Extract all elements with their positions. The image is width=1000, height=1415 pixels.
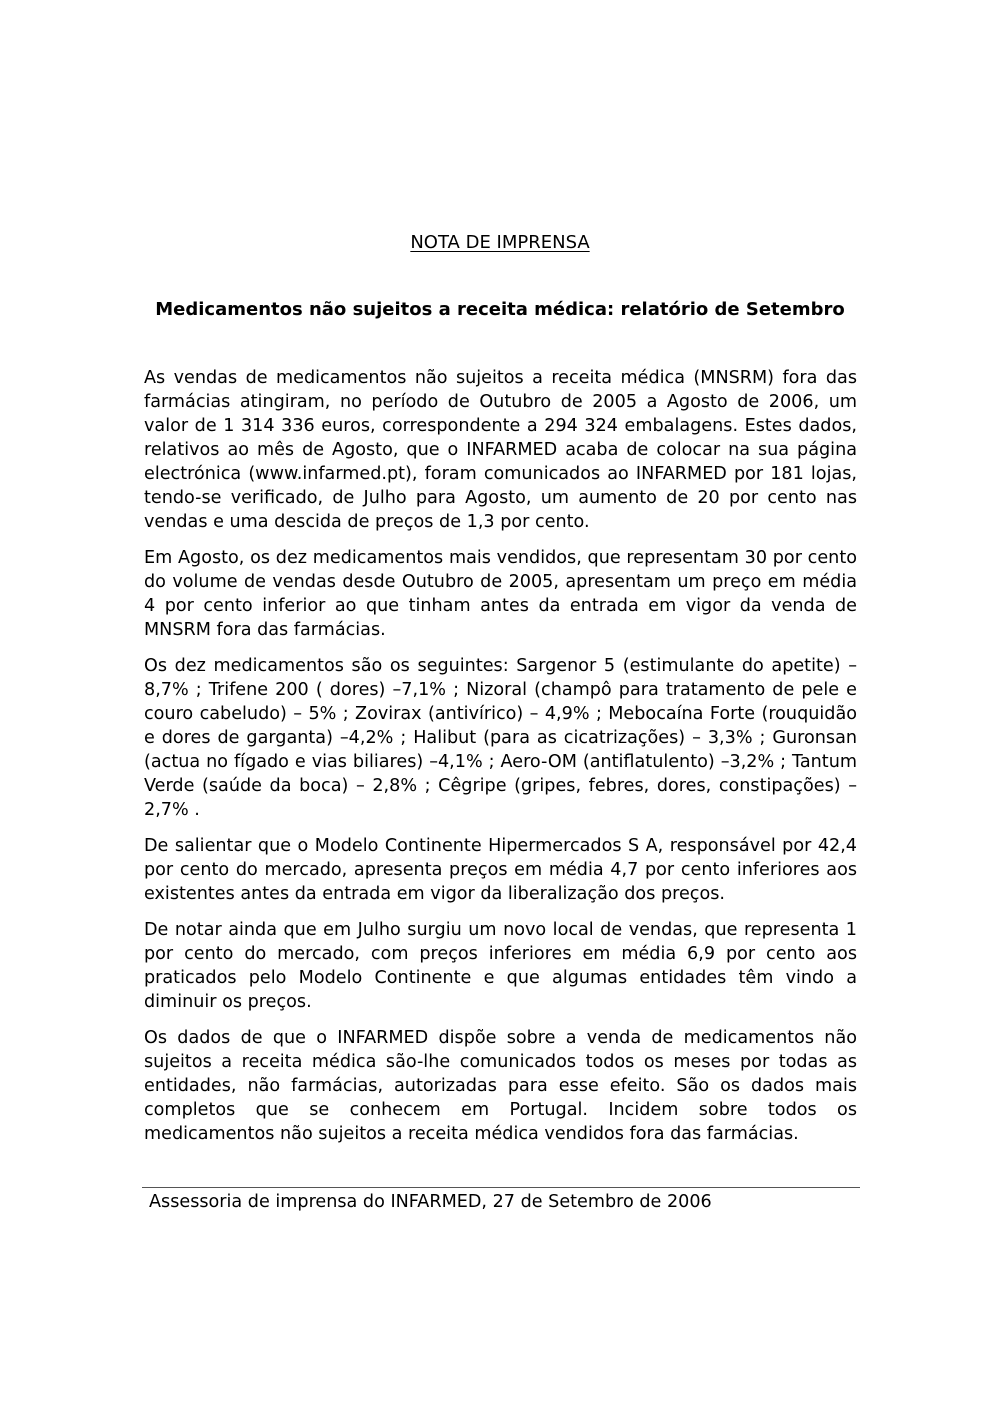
paragraph-top-ten-prices: Em Agosto, os dez medicamentos mais vendidos, que representam 30 por cento do volume de vendas desde Outubro de 2005, apresentam um preço em média 4 por cento inferior ao que tinham antes da entrada em vigor da venda de MNSRM fora das farmácias. — [144, 548, 857, 640]
footer-signature: Assessoria de imprensa do INFARMED, 27 de Setembro de 2006 — [149, 1192, 712, 1212]
paragraph-sales-summary: As vendas de medicamentos não sujeitos a receita médica (MNSRM) fora das farmácias atingiram, no período de Outubro de 2005 a Agosto de 2006, um valor de 1 314 336 euros, correspondente a 294 324 embalagens. Estes dados, relativos ao mês de Agosto, que o INFARMED acaba de colocar na sua página electrónica (www.infarmed.pt), foram comunicados ao INFARMED por 181 lojas, tendo-se verificado, de Julho para Agosto, um aumento de 20 por cento nas vendas e uma descida de preços de 1,3 por cento. — [144, 368, 857, 532]
body-text — [144, 366, 857, 1158]
paragraph-new-sales-point: De notar ainda que em Julho surgiu um novo local de vendas, que representa 1 por cento do mercado, com preços inferiores em média 6,9 por cento aos praticados pelo Modelo Continente e que algumas entidades têm vindo a diminuir os preços. — [144, 920, 857, 1012]
paragraph-top-ten-list: Os dez medicamentos são os seguintes: Sargenor 5 (estimulante do apetite) – 8,7% ; Trifene 200 ( dores) –7,1% ; Nizoral (champô para tratamento de pele e couro cabeludo) – 5% ; Zovirax (antivírico) – 4,9% ; Mebocaína Forte (rouquidão e dores de garganta) –4,2% ; Halibut (para as cicatrizações) – 3,3% ; Guronsan (actua no fígado e vias biliares) –4,1% ; Aero-OM (antiflatulento) –3,2% ; Tantum Verde (saúde da boca) – 2,8% ; Cêgripe (gripes, febres, dores, constipações) – 2,7% . — [144, 656, 857, 820]
footer-divider — [142, 1187, 860, 1188]
paragraph-data-source: Os dados de que o INFARMED dispõe sobre a venda de medicamentos não sujeitos a receita médica são-lhe comunicados todos os meses por todas as entidades, não farmácias, autorizadas para esse efeito. São os dados mais completos que se conhecem em Portugal. Incidem sobre todos os medicamentos não sujeitos a receita médica vendidos fora das farmácias. — [144, 1028, 857, 1144]
press-release-heading: NOTA DE IMPRENSA — [410, 232, 590, 253]
paragraph-modelo-continente: De salientar que o Modelo Continente Hipermercados S A, responsável por 42,4 por cento do mercado, apresenta preços em média 4,7 por cento inferiores aos existentes antes da entrada em vigor da liberalização dos preços. — [144, 836, 857, 904]
press-release-title: Medicamentos não sujeitos a receita médica: relatório de Setembro — [155, 299, 845, 320]
